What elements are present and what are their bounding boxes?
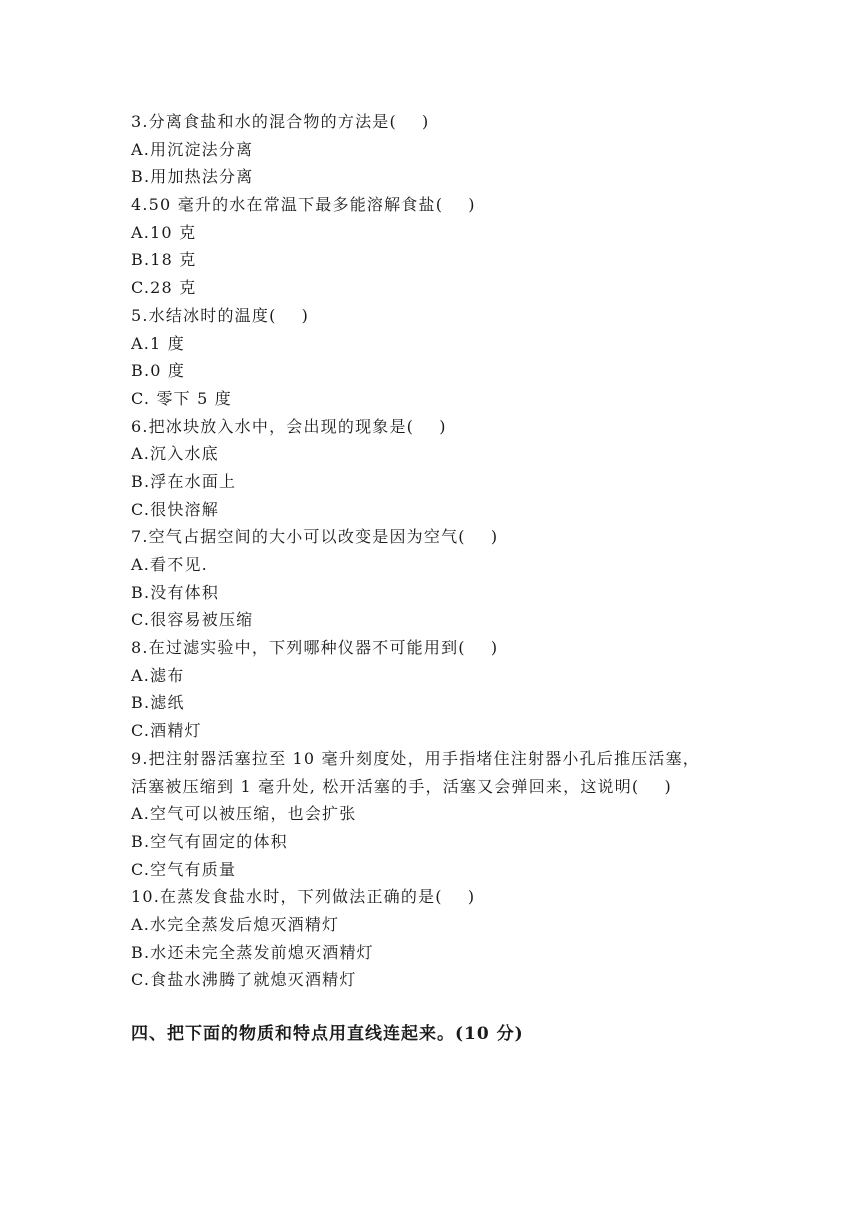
question-3: 3.分离食盐和水的混合物的方法是( ): [131, 112, 430, 131]
question-9-line-1: 9.把注射器活塞拉至 10 毫升刻度处，用手指堵住注射器小孔后推压活塞，: [131, 748, 700, 768]
option-10b: B.水还未完全蒸发前熄灭酒精灯: [131, 942, 374, 962]
option-4c: C.28 克: [131, 278, 197, 298]
option-8c: C.酒精灯: [131, 721, 202, 741]
option-10a: A.水完全蒸发后熄灭酒精灯: [131, 914, 340, 934]
option-6a: A.沉入水底: [131, 444, 219, 464]
option-4a: A.10 克: [131, 222, 197, 242]
option-10c: C.食盐水沸腾了就熄灭酒精灯: [131, 970, 357, 990]
question-9-line-2: 活塞被压缩到 1 毫升处, 松开活塞的手，活塞又会弹回来，这说明( ): [131, 776, 672, 796]
question-6: 6.把冰块放入水中，会出现的现象是( ): [131, 416, 447, 436]
option-5c: C. 零下 5 度: [131, 388, 232, 408]
question-7: 7.空气占据空间的大小可以改变是因为空气( ): [131, 527, 499, 547]
option-9b: B.空气有固定的体积: [131, 831, 288, 851]
option-3b: B.用加热法分离: [131, 167, 254, 187]
question-10: 10.在蒸发食盐水时，下列做法正确的是( ): [131, 887, 476, 907]
option-7a: A.看不见.: [131, 555, 208, 574]
option-8a: A.滤布: [131, 665, 185, 685]
option-7b: B.没有体积: [131, 582, 220, 602]
option-9a: A.空气可以被压缩，也会扩张: [131, 804, 357, 824]
question-8: 8.在过滤实验中，下列哪种仪器不可能用到( ): [131, 638, 499, 658]
question-4: 4.50 毫升的水在常温下最多能溶解食盐( ): [131, 195, 476, 215]
option-6c: C.很快溶解: [131, 499, 219, 519]
option-9c: C.空气有质量: [131, 859, 237, 879]
section-four-heading: 四、把下面的物质和特点用直线连起来。(10 分): [131, 1024, 524, 1044]
option-5a: A.1 度: [131, 333, 185, 353]
question-list: [131, 108, 771, 994]
option-8b: B.滤纸: [131, 693, 185, 713]
option-5b: B.0 度: [131, 361, 186, 381]
option-6b: B.浮在水面上: [131, 471, 237, 491]
option-4b: B.18 克: [131, 250, 197, 270]
option-7c: C.很容易被压缩: [131, 610, 254, 630]
option-3a: A.用沉淀法分离: [131, 139, 254, 159]
question-5: 5.水结冰时的温度( ): [131, 305, 310, 325]
